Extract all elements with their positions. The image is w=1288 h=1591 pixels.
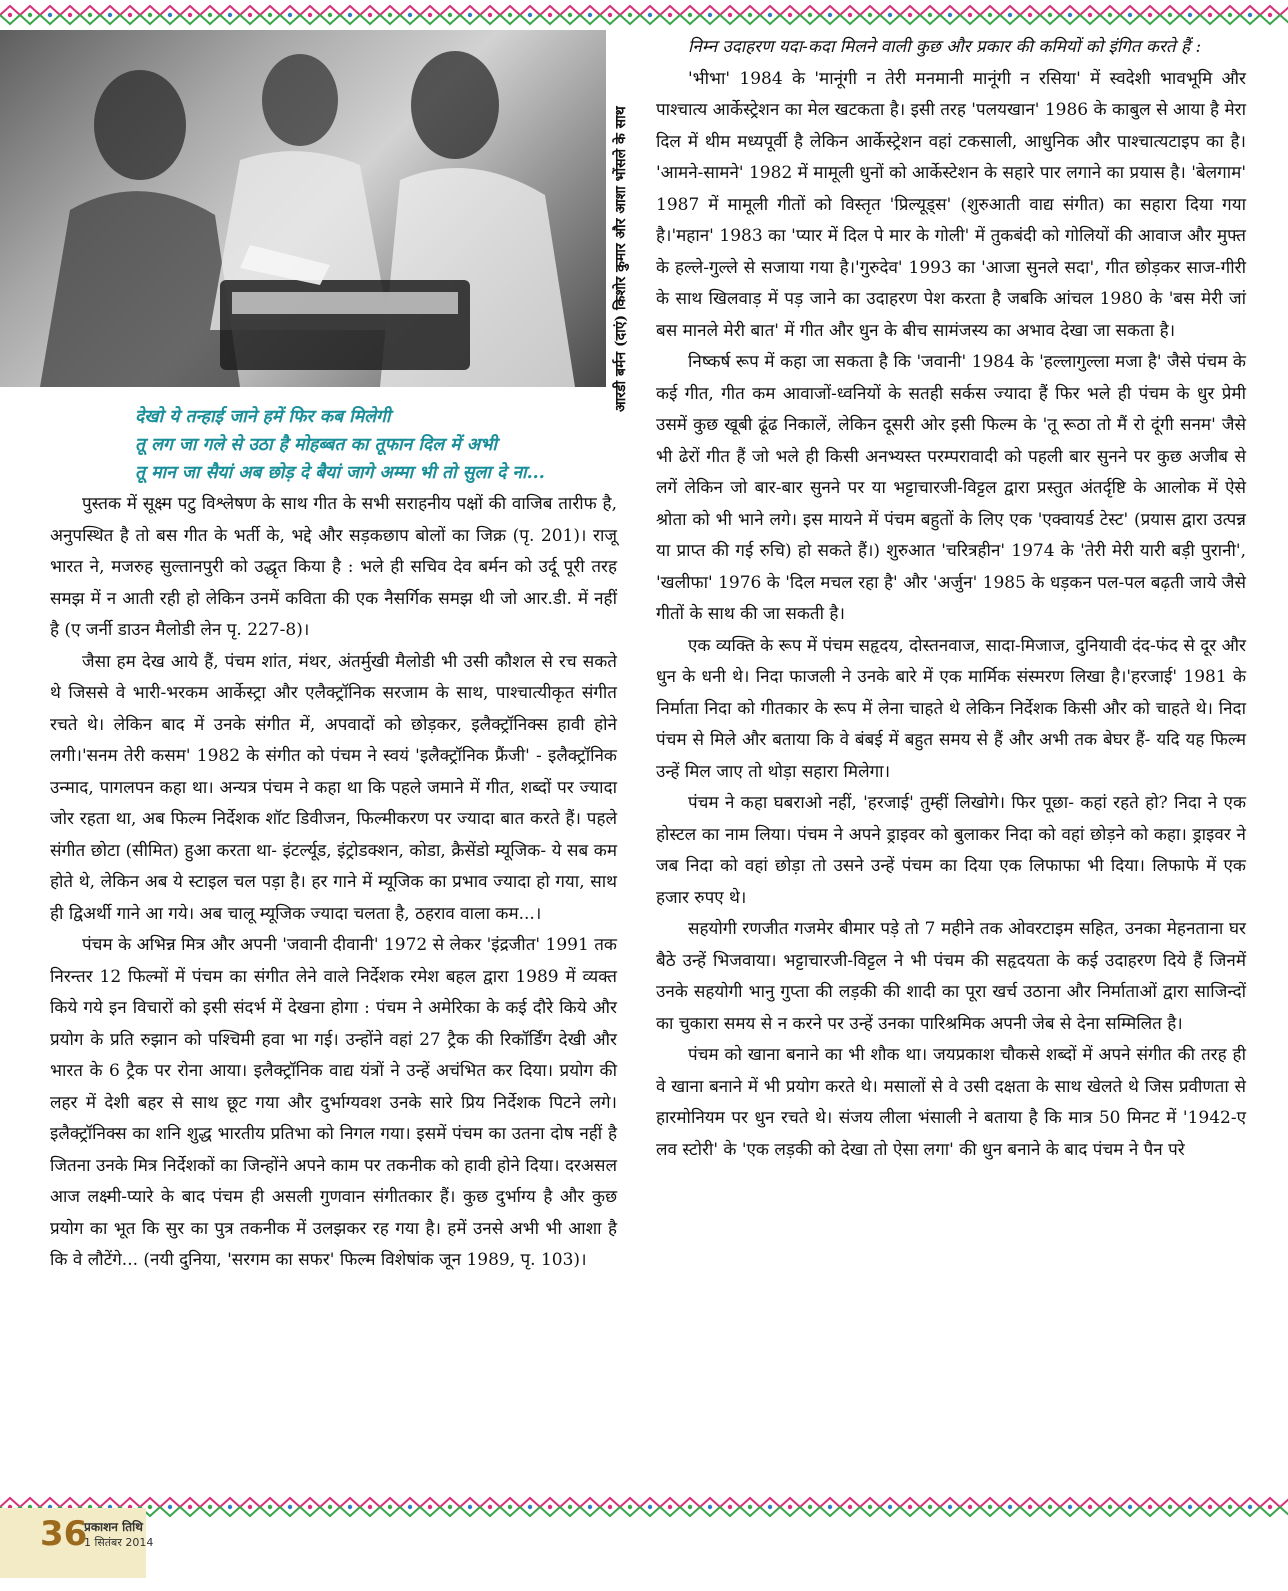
body-paragraph: सहयोगी रणजीत गजमेर बीमार पड़े तो 7 महीने तक ओवरटाइम सहित, उनका मेहनताना घर बैठे उन्हें भिजवाया। भट्टाचारजी-विट्टल ने भी पंचम की सहृदयता के कई उदाहरण दिये हैं जिनमें उनके सहयोगी भानु गुप्ता की लड़की की शादी का पूरा खर्च उठाना और निर्माताओं द्वारा साजिन्दों का चुकारा समय से न करने पर उन्हें उनका पारिश्रमिक अपनी जेब से देना सम्मिलित है।	[656, 919, 1246, 1034]
body-paragraph: निष्कर्ष रूप में कहा जा सकता है कि 'जवानी' 1984 के 'हल्लागुल्ला मजा है' जैसे पंचम के कई गीत, गीत कम आवाजों-ध्वनियों के सतही सर्कस ज्यादा हैं फिर भले ही पंचम के धुर प्रेमी उसमें कुछ खूबी ढूंढ निकालें, लेकिन दूसरी ओर इसी फिल्म के 'तू रूठा तो मैं रो दूंगी सनम' जैसे भी ढेरों गीत हैं जो भले ही किसी अनभ्यस्त परम्परावादी को पहली बार सुनने पर कुछ अजीब से लगें लेकिन जो बार-बार सुनने पर या भट्टाचारजी-विट्टल द्वारा प्रस्तुत अंतर्दृष्टि के आलोक में ऐसे श्रोता को भी भाने लगे। इस मायने में पंचम बहुतों के लिए एक 'एक्वायर्ड टेस्ट' (प्रयास द्वारा उत्पन्न या प्राप्त की गई रुचि) हो सकते हैं।) शुरुआत 'चरित्रहीन' 1974 के 'तेरी मेरी यारी बड़ी पुरानी', 'खलीफा' 1976 के 'दिल मचल रहा है' और 'अर्जुन' 1985 के धड़कन पल-पल बढ़ती जाये जैसे गीतों के साथ की जा सकती है।	[656, 352, 1246, 624]
person-center-figure	[262, 54, 338, 146]
page-folio	[0, 1508, 154, 1578]
body-paragraph: एक व्यक्ति के रूप में पंचम सहृदय, दोस्तनवाज, सादा-मिजाज, दुनियावी दंद-फंद से दूर और धुन के धनी थे। निदा फाजली ने उनके बारे में एक मार्मिक संस्मरण लिखा है।'हरजाई' 1981 के निर्माता निदा को गीतकार के रूप में लेना चाहते थे लेकिन निर्देशक किसी और को चाहते थे। निदा पंचम से मिले और बताया कि वे बंबई में बहुत समय से हैं और अभी तक बेघर हैं- यदि यह फिल्म उन्हें मिल जाए तो थोड़ा सहारा मिलेगा।	[656, 635, 1246, 782]
lyric-line: देखो ये तन्हाई जाने हमें फिर कब मिलेगी	[135, 407, 391, 427]
body-paragraph: पंचम के अभिन्न मित्र और अपनी 'जवानी दीवानी' 1972 से लेकर 'इंद्रजीत' 1991 तक निरन्तर 12 फिल्मों में पंचम का संगीत लेने वाले निर्देशक रमेश बहल द्वारा 1989 में व्यक्त किये गये इन विचारों को इसी संदर्भ में देखना होगा : पंचम ने अमेरिका के कई दौरे किये और प्रयोग के प्रति रुझान को पश्चिमी हवा भा गई। उन्होंने वहां 27 ट्रैक की रिकॉर्डिंग देखी और भारत के 6 ट्रैक पर रोना आया। इलैक्ट्रॉनिक वाद्य यंत्रों ने उन्हें अचंभित कर दिया। प्रयोग की लहर में देशी बहर से साथ छूट गया और दुर्भाग्यवश उनके सारे प्रिय निर्देशक पिटने लगे। इलैक्ट्रॉनिक्स का शनि शुद्ध भारतीय प्रतिभा को निगल गया। इसमें पंचम का उतना दोष नहीं है जितना उनके मित्र निर्देशकों का जिन्होंने अपने काम पर तकनीक को हावी होने दिया। दरअसल आज लक्ष्मी-प्यारे के बाद पंचम ही असली गुणवान संगीतकार हैं। कुछ दुर्भाग्य है और कुछ प्रयोग का भूत कि सुर का पुत्र तकनीक में उलझकर रह गया है। हमें उनसे अभी भी आशा है कि वे लौटेंगे... (नयी दुनिया, 'सरगम का सफर' फिल्म विशेषांक जून 1989, पृ. 103)।	[50, 935, 617, 1270]
left-column	[50, 403, 617, 1277]
person-left-body	[40, 191, 240, 387]
top-border-decoration	[0, 0, 1288, 30]
right-column	[656, 32, 1246, 1166]
publication-date: 1 सितंबर 2014	[84, 1536, 154, 1549]
lyric-line: तू लग जा गले से उठा है मोहब्बत का तूफान दिल में अभी	[135, 435, 497, 455]
photo-caption	[609, 32, 633, 412]
person-left-figure	[94, 70, 186, 180]
person-right-figure	[411, 51, 499, 159]
body-paragraph: पंचम ने कहा घबराओ नहीं, 'हरजाई' तुम्हीं लिखोगे। फिर पूछा- कहां रहते हो? निदा ने एक होस्टल का नाम लिया। पंचम ने अपने ड्राइवर को बुलाकर निदा को वहां छोड़ने को कहा। ड्राइवर ने जब निदा को वहां छोड़ा तो उसने उन्हें पंचम का दिया एक लिफाफा भी दिया। लिफाफे में एक हजार रुपए थे।	[656, 793, 1246, 908]
photo-illustration	[0, 30, 606, 387]
lyrics-quote	[135, 403, 617, 487]
photo-caption-text: आरडी बर्मन (दाएं) किशोर कुमार और आशा भोंसले के साथ	[613, 106, 629, 412]
bottom-border-decoration	[0, 1492, 1288, 1522]
body-paragraph: पुस्तक में सूक्ष्म पटु विश्लेषण के साथ गीत के सभी सराहनीय पक्षों की वाजिब तारीफ है, अनुपस्थित है तो बस गीत के भर्ती के, भद्दे और सड़कछाप बोलों का जिक्र (पृ. 201)। राजू भारत ने, मजरुह सुल्तानपुरी को उद्धृत किया है : भले ही सचिव देव बर्मन को उर्दू पूरी तरह समझ में न आती रही हो लेकिन उनमें कविता की एक नैसर्गिक समझ थी जो आर.डी. में नहीं है (ए जर्नी डाउन मैलोडी लेन पृ. 227-8)।	[50, 494, 617, 640]
body-paragraph: 'भीभा' 1984 के 'मानूंगी न तेरी मनमानी मानूंगी न रसिया' में स्वदेशी भावभूमि और पाश्चात्य आर्केस्ट्रेशन का मेल खटकता है। इसी तरह 'पलयखान' 1986 के काबुल से आया है मेरा दिल में थीम मध्यपूर्वी है लेकिन आर्केस्ट्रेशन वहां टकसाली, आधुनिक और पाश्चात्यटाइप का है। 'आमने-सामने' 1982 में मामूली धुनों को आर्केस्टेशन के सहारे पार लगाने का प्रयास है। 'बेलगाम' 1987 में मामूली गीतों को विस्तृत 'प्रिल्यूड्स' (शुरुआती वाद्य संगीत) का सहारा दिया गया है।'महान' 1983 का 'प्यार में दिल पे मार के गोली' में तुकबंदी को गोलियों की आवाज और मुफ्त के हल्ले-गुल्ले से सजाया गया है।'गुरुदेव' 1993 का 'आजा सुनले सदा', गीत छोड़कर साज-गीरी के साथ खिलवाड़ में पड़ जाने का उदाहरण पेश करता है जबकि आंचल 1980 के 'बस मेरी जां बस मानले मेरी बात' में गीत और धुन के बीच सामंजस्य का अभाव देखा जा सकता है।	[656, 68, 1246, 341]
photo-rd-burman-kishore-asha	[0, 30, 606, 387]
intro-paragraph: निम्न उदाहरण यदा-कदा मिलने वाली कुछ और प्रकार की कमियों को इंगित करते हैं :	[688, 37, 1202, 57]
body-paragraph: जैसा हम देख आये हैं, पंचम शांत, मंथर, अंतर्मुखी मैलोडी भी उसी कौशल से रच सकते थे जिससे वे भारी-भरकम आर्केस्ट्रा और एलैक्ट्रॉनिक सरजाम के साथ, पाश्चात्यीकृत संगीत रचते थे। लेकिन बाद में उनके संगीत में, अपवादों को छोड़कर, इलैक्ट्रॉनिक्स हावी होने लगी।'सनम तेरी कसम' 1982 के संगीत को पंचम ने स्वयं 'इलैक्ट्रॉनिक फ्रैंजी' - इलैक्ट्रॉनिक उन्माद, पागलपन कहा था। अन्यत्र पंचम ने कहा था कि पहले जमाने में गीत, शब्दों पर ज्यादा जोर रहता था, अब फिल्म निर्देशक शॉट डिवीजन, फिल्मीकरण पर ज्यादा बात करते हैं। पहले संगीत छोटा (सीमित) हुआ करता था- इंटर्ल्यूड, इंट्रोडक्शन, कोडा, क्रैसेंडो म्यूजिक- ये सब कम होते थे, लेकिन अब ये स्टाइल चल पड़ा है। हर गाने में म्यूजिक का प्रभाव ज्यादा हो गया, साथ ही द्विअर्थी गाने आ गये। अब चालू म्यूजिक ज्यादा चलता है, ठहराव वाला कम...।	[50, 651, 617, 924]
page-number: 36	[40, 1514, 88, 1554]
publication-label: प्रकाशन तिथि	[84, 1520, 143, 1534]
lyric-line: तू मान जा सैयां अब छोड़ दे बैयां जागे अम्मा भी तो सुला दे ना...	[135, 463, 545, 483]
body-paragraph: पंचम को खाना बनाने का भी शौक था। जयप्रकाश चौकसे शब्दों में अपने संगीत की तरह ही वे खाना बनाने में भी प्रयोग करते थे। मसालों से वे उसी दक्षता के साथ खेलते थे जिस प्रवीणता से हारमोनियम पर धुन रचते थे। संजय लीला भंसाली ने बताया है कि मात्र 50 मिनट में '1942-ए लव स्टोरी' के 'एक लड़की को देखा तो ऐसा लगा' की धुन बनाने के बाद पंचम ने पैन परे	[656, 1045, 1246, 1160]
